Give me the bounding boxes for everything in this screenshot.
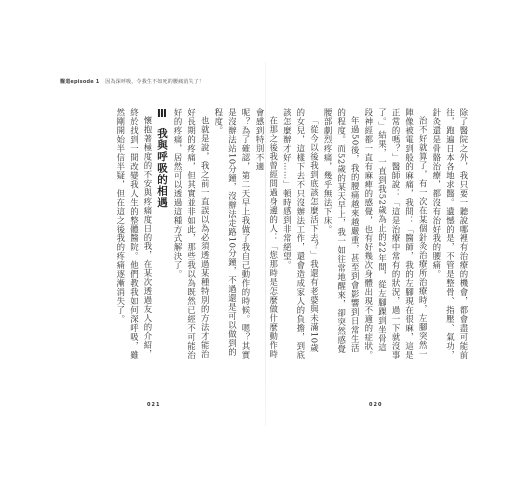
running-header <box>60 78 204 85</box>
left-lower-text <box>64 108 154 360</box>
page-number: 020 <box>369 402 383 408</box>
section-title: 我與呼吸的相遇 <box>156 127 168 209</box>
book-spread <box>42 62 490 426</box>
paragraph: 在那之後我曾經問過身邊的人：「您那時是怎麼做什麼動作時會感到特別不適 <box>255 108 279 360</box>
left-page <box>42 62 266 426</box>
left-top-text <box>173 108 252 360</box>
paragraph: 呢？為了確認，第二天早上我做了我自己動作的時候。嗯？其實是沒辦法站10分鐘，沒辦法走路10分鐘，不過還是可以做到的程度。 <box>213 108 251 360</box>
paragraph: 年過50後，我的腰痛越來越嚴重，甚至到會影響到日常生活的程度。而52歲的某天早上，我一如往常地醒來，卻突然感覺腰部劇烈疼痛，幾乎無法下床。 <box>323 108 361 354</box>
paragraph: 除了醫院之外，我只要一聽說哪裡有治療的機會，都會盡可能前往，跑遍日本各地求醫。遺憾的是，不管是整骨、指壓、氣功，針灸還是骨骼治療，都沒有治好我的腰痛。 <box>431 108 469 360</box>
paragraph: 也就是說，我之前一直誤以為必須透過某種特別的方法才能治好長期的疼痛，但其實並非如此，那些我以為既然已經不可能治好的疼痛，居然可以透過這種方式解決了。 <box>173 108 211 360</box>
paragraph: 懷抱著極度的不安與疼痛度日的我，在某次透過友人的介紹，終於找到一間改變我人生的整體醫院。他們教我如何深呼吸，雖然剛開始半信半疑，但在這之後我的疼痛逐漸消失了。 <box>115 108 153 360</box>
right-text <box>255 108 470 360</box>
page-number: 021 <box>147 402 161 408</box>
right-page <box>255 62 490 426</box>
paragraph: 治不好就算了，有一次在某個針灸治療所治療時，左腳突然一陣像被電到般的麻痛，我問：「醫師，我的左腳現在很麻，這是正常的嗎？」醫師說：「這是治療中常有的狀況，過一下就沒事了。」結果，一直到我52歲為止的22年間，從左腳踝到坐骨這段神經都一直有麻痺的感覺，也有好幾次身體出現不適的症狀。 <box>363 108 429 360</box>
episode-label: 醫道episode 1 <box>60 79 100 85</box>
section-heading <box>155 108 170 208</box>
chapter-title: 因為深呼吸，令我生不如死的腰痛消失了！ <box>105 79 205 85</box>
paragraph: 「從今以後我到底該怎麼活下去？」我還有老婆與未滿10歲的女兒，這樣下去不只沒辦法工作，還會造成家人的負擔，到底該怎麼辦才好……」頓時感到非常絕望。 <box>282 108 320 360</box>
section-marker-icon: Ⅲ <box>156 108 168 121</box>
